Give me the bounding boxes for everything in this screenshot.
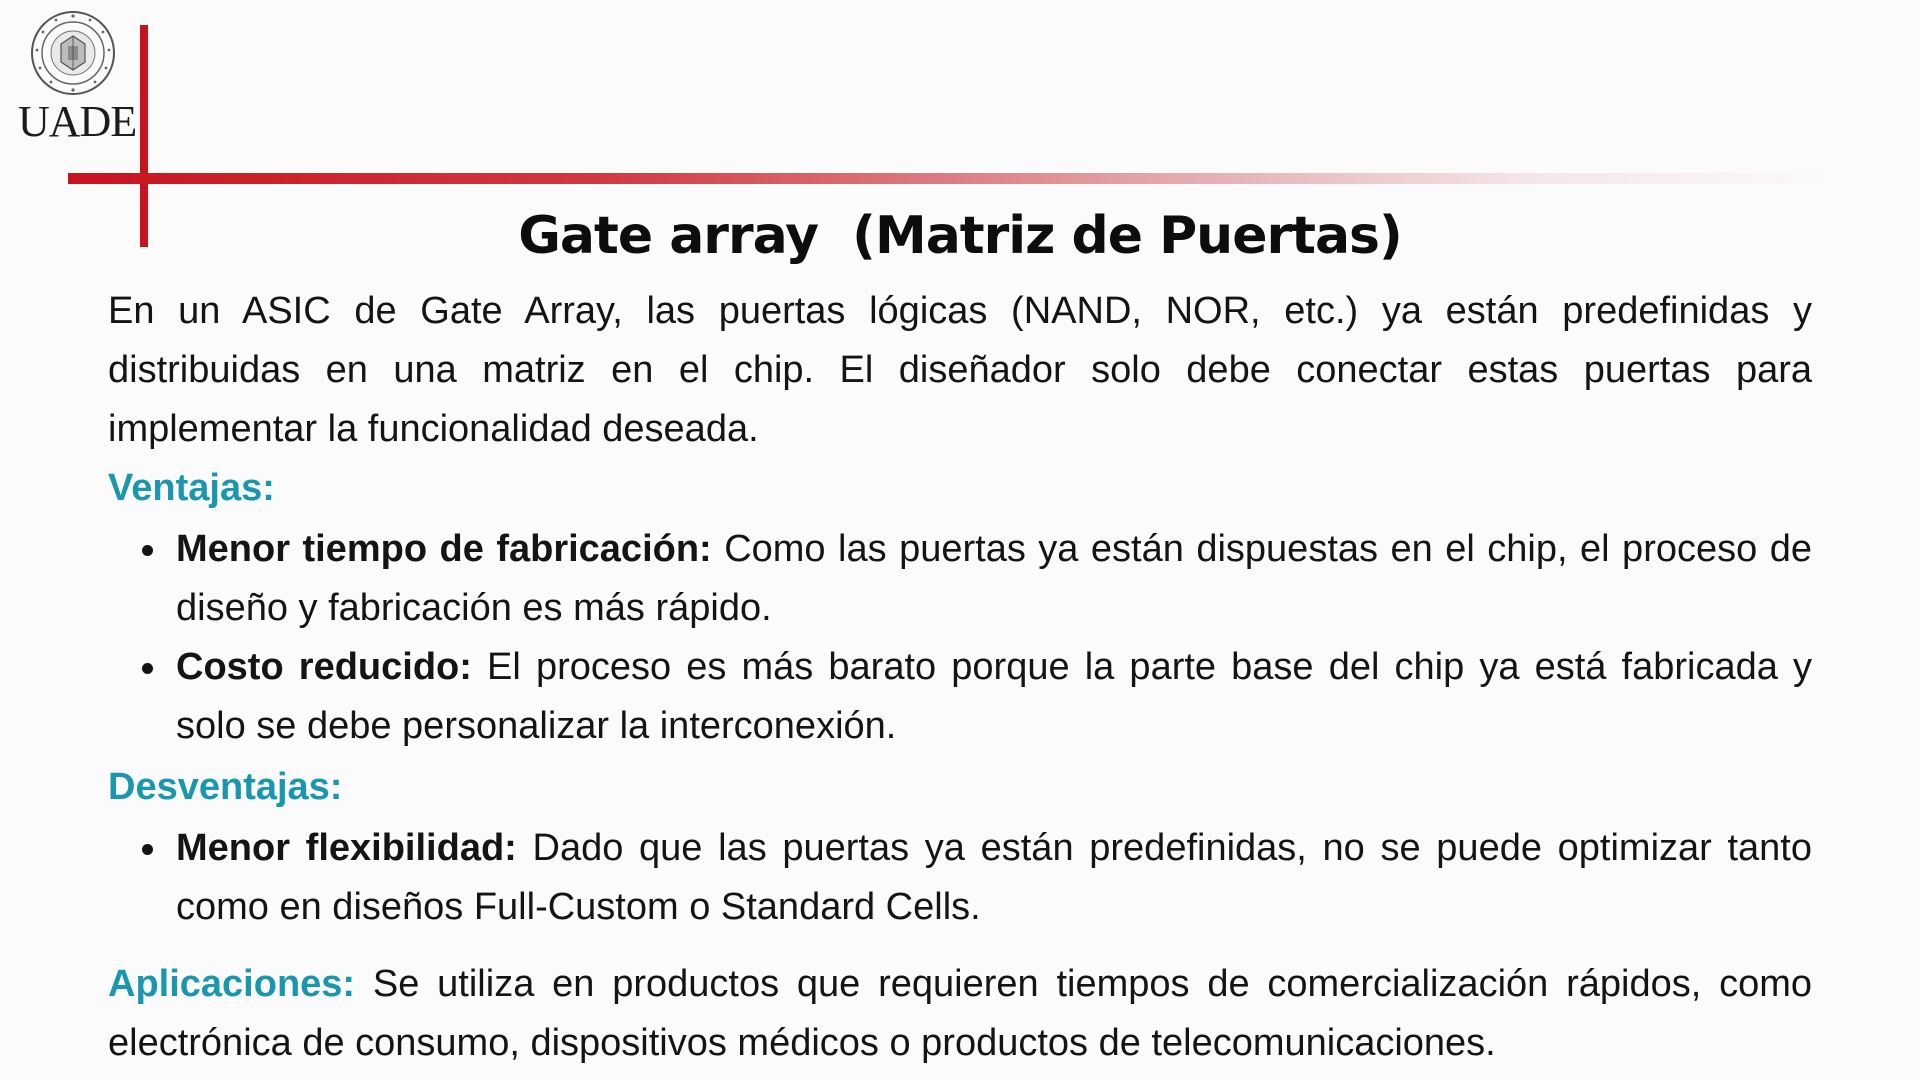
item-text: Como las puertas ya están dispuestas en el chip, el proceso de diseño y fabricación es más rápido. xyxy=(176,528,1812,629)
slide-body xyxy=(108,282,1812,1073)
item-text: El proceso es más barato porque la parte base del chip ya está fabricada y solo se debe personalizar la interconexión. xyxy=(176,646,1812,747)
list-item xyxy=(176,520,1812,638)
bullet-icon xyxy=(142,545,153,556)
intro-paragraph: En un ASIC de Gate Array, las puertas lógicas (NAND, NOR, etc.) ya están predefinidas y distribuidas en una matriz en el chip. El diseñador solo debe conectar estas puertas para implementar la funcionalidad deseada. xyxy=(108,290,1812,450)
ventajas-list xyxy=(108,520,1812,756)
item-label: Menor tiempo de fabricación: xyxy=(176,528,712,570)
logo-text: UADE xyxy=(18,97,137,146)
item-text: Dado que las puertas ya están predefinidas, no se puede optimizar tanto como en diseños Full-Custom o Standard Cells. xyxy=(176,827,1812,928)
bullet-icon xyxy=(142,844,153,855)
aplicaciones-paragraph xyxy=(108,955,1812,1073)
red-horizontal-rule xyxy=(68,173,1848,184)
item-label: Menor flexibilidad: xyxy=(176,827,517,869)
aplicaciones-text: Se utiliza en productos que requieren tiempos de comercialización rápidos, como electrónica de consumo, dispositivos médicos o productos de telecomunicaciones. xyxy=(108,963,1812,1064)
desventajas-list xyxy=(108,819,1812,937)
item-label: Costo reducido: xyxy=(176,646,472,688)
list-item xyxy=(176,819,1812,937)
list-item xyxy=(176,638,1812,756)
bullet-icon xyxy=(142,663,153,674)
slide-title: Gate array (Matriz de Puertas) xyxy=(518,206,1402,266)
uade-logo xyxy=(14,8,137,150)
desventajas-heading: Desventajas: xyxy=(108,766,343,808)
ventajas-heading: Ventajas: xyxy=(108,467,275,509)
university-seal-icon xyxy=(30,10,116,96)
aplicaciones-heading: Aplicaciones: xyxy=(108,963,356,1005)
